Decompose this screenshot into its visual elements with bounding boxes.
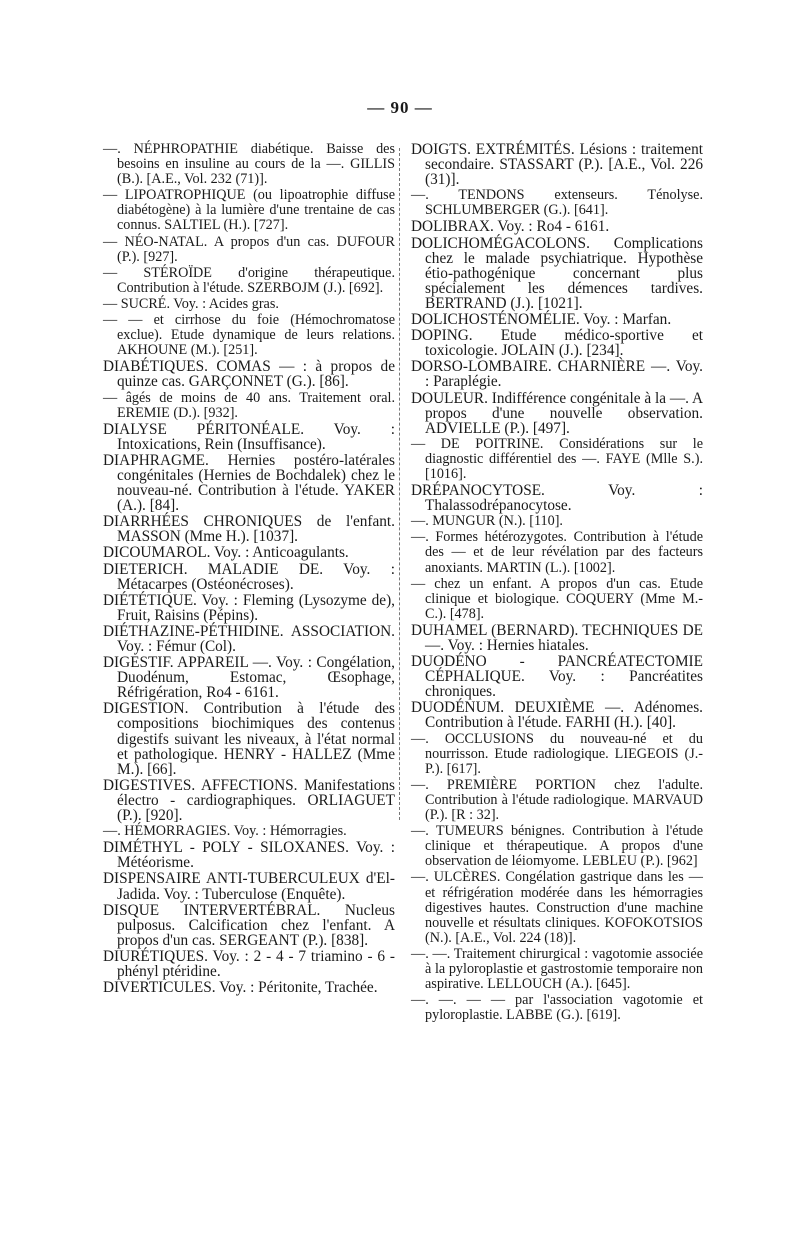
index-entry: —. TUMEURS bénignes. Contribution à l'étude clinique et thérapeutique. A propos d'une observation de léiomyome. LEBLEU (P.). [962] xyxy=(411,823,703,870)
index-entry: DIETERICH. MALADIE DE. Voy. : Métacarpes (Ostéonécroses). xyxy=(103,560,395,593)
index-entry: —. Formes hétérozygotes. Contribution à l'étude des — et de leur révélation par des facteurs anoxiants. MARTIN (L.). [1002]. xyxy=(411,529,703,576)
index-entry: —. —. — — par l'association vagotomie et pyloroplastie. LABBE (G.). [619]. xyxy=(411,992,703,1024)
index-entry: —. OCCLUSIONS du nouveau-né et du nourrisson. Etude radiologique. LIEGEOIS (J.-P.). [617]. xyxy=(411,730,703,777)
index-entry: DIÉTÉTIQUE. Voy. : Fleming (Lysozyme de), Fruit, Raisins (Pépins). xyxy=(103,591,395,624)
index-column-right xyxy=(411,142,703,1024)
index-entry: DISPENSAIRE ANTI-TUBERCULEUX d'El-Jadida. Voy. : Tuberculose (Enquête). xyxy=(103,870,395,903)
index-entry: — âgés de moins de 40 ans. Traitement oral. EREMIE (D.). [932]. xyxy=(103,389,395,421)
index-entry: —. MUNGUR (N.). [110]. xyxy=(411,513,563,530)
index-entry: DIARRHÉES CHRONIQUES de l'enfant. MASSON (Mme H.). [1037]. xyxy=(103,513,395,546)
index-entry: DOPING. Etude médico-sportive et toxicologie. JOLAIN (J.). [234]. xyxy=(411,327,703,360)
index-entry: — chez un enfant. A propos d'un cas. Etude clinique et biologique. COQUERY (Mme M.-C.). [478]. xyxy=(411,575,703,622)
index-entry: DIALYSE PÉRITONÉALE. Voy. : Intoxications, Rein (Insuffisance). xyxy=(103,420,395,453)
index-entry: DOLICHOSTÉNOMÉLIE. Voy. : Marfan. xyxy=(411,311,672,329)
index-entry: DUODÉNO - PANCRÉATECTOMIE CÉPHALIQUE. Voy. : Pancréatites chroniques. xyxy=(411,653,703,701)
index-entry: DICOUMAROL. Voy. : Anticoagulants. xyxy=(103,544,349,562)
index-entry: — STÉROÏDE d'origine thérapeutique. Contribution à l'étude. SZERBOJM (J.). [692]. xyxy=(103,264,395,296)
index-entry: —. HÉMORRAGIES. Voy. : Hémorragies. xyxy=(103,823,347,840)
index-entry: DIGESTIF. APPAREIL —. Voy. : Congélation, Duodénum, Estomac, Œsophage, Réfrigération, Ro4 - 6161. xyxy=(103,654,395,702)
index-entry: —. ULCÈRES. Congélation gastrique dans les — et réfrigération modérée dans les hémorragies digestives hautes. Construction d'une machine nouvelle et résultats cliniques. KOFOKOTSIOS (N.). [A.E., Vol. 224 (18)]. xyxy=(411,869,703,946)
index-entry: DIÉTHAZINE-PÉTHIDINE. ASSOCIATION. Voy. : Fémur (Col). xyxy=(103,622,395,655)
index-entry: — LIPOATROPHIQUE (ou lipoatrophie diffuse diabétogène) à la lumière d'une trentaine de cas connus. SALTIEL (H.). [727]. xyxy=(103,187,395,234)
index-entry: DIGESTION. Contribution à l'étude des compositions biochimiques des contenus digestifs suivant les niveaux, à l'état normal et pathologique. HENRY - HALLEZ (Mme M.). [66]. xyxy=(103,700,395,778)
index-entry: —. TENDONS extenseurs. Ténolyse. SCHLUMBERGER (G.). [641]. xyxy=(411,187,703,219)
index-entry: — NÉO-NATAL. A propos d'un cas. DUFOUR (P.). [927]. xyxy=(103,233,395,265)
page-number: — 90 — xyxy=(367,98,433,117)
index-entry: —. —. Traitement chirurgical : vagotomie associée à la pyloroplastie et gastrostomie temporaire non aspirative. LELLOUCH (A.). [645]. xyxy=(411,945,703,993)
index-entry: DOLIBRAX. Voy. : Ro4 - 6161. xyxy=(411,218,610,236)
index-entry: DIGESTIVES. AFFECTIONS. Manifestations électro - cardiographiques. ORLIAGUET (P.). [920]. xyxy=(103,776,395,825)
index-entry: — DE POITRINE. Considérations sur le diagnostic différentiel des —. FAYE (Mlle S.). [1016]. xyxy=(411,435,703,482)
index-entry: DORSO-LOMBAIRE. CHARNIÈRE —. Voy. : Paraplégie. xyxy=(411,358,703,391)
index-entry: DIABÉTIQUES. COMAS — : à propos de quinze cas. GARÇONNET (G.). [86]. xyxy=(103,358,395,391)
index-entry: DOLICHOMÉGACOLONS. Complications chez le malade psychiatrique. Hypothèse étio-pathogénique concernant plus spécialement les démences tardives. BERTRAND (J.). [1021]. xyxy=(411,234,703,312)
index-entry: — — et cirrhose du foie (Hémochromatose exclue). Etude dynamique de leurs relations. AKHOUNE (M.). [251]. xyxy=(103,312,395,359)
index-entry: —. NÉPHROPATHIE diabétique. Baisse des besoins en insuline au cours de la —. GILLIS (B.). [A.E., Vol. 232 (71)]. xyxy=(103,141,395,188)
index-entry: DIURÉTIQUES. Voy. : 2 - 4 - 7 triamino - 6 - phényl ptéridine. xyxy=(103,947,395,980)
index-column-left xyxy=(103,142,395,996)
index-entry: DOULEUR. Indifférence congénitale à la —. A propos d'une nouvelle observation. ADVIELLE (P.). [497]. xyxy=(411,389,703,437)
index-entry: — SUCRÉ. Voy. : Acides gras. xyxy=(103,295,279,312)
index-entry: DUHAMEL (BERNARD). TECHNIQUES DE —. Voy. : Hernies hiatales. xyxy=(411,621,703,654)
index-entry: DIVERTICULES. Voy. : Péritonite, Trachée. xyxy=(103,979,378,997)
column-divider xyxy=(399,148,400,820)
index-entry: DIMÉTHYL - POLY - SILOXANES. Voy. : Météorisme. xyxy=(103,839,395,872)
index-entry: DIAPHRAGME. Hernies postéro-latérales congénitales (Hernies de Bochdalek) chez le nouveau-né. Contribution à l'étude. YAKER (A.). [84]. xyxy=(103,451,395,515)
index-entry: DOIGTS. EXTRÉMITÉS. Lésions : traitement secondaire. STASSART (P.). [A.E., Vol. 226 (31)]. xyxy=(411,141,703,189)
index-entry: DISQUE INTERVERTÉBRAL. Nucleus pulposus. Calcification chez l'enfant. A propos d'un cas. SERGEANT (P.). [838]. xyxy=(103,901,395,949)
index-entry: DUODÉNUM. DEUXIÈME —. Adénomes. Contribution à l'étude. FARHI (H.). [40]. xyxy=(411,699,703,732)
index-entry: —. PREMIÈRE PORTION chez l'adulte. Contribution à l'étude radiologique. MARVAUD (P.). [R : 32]. xyxy=(411,776,703,824)
index-entry: DRÉPANOCYTOSE. Voy. : Thalassodrépanocytose. xyxy=(411,482,703,515)
